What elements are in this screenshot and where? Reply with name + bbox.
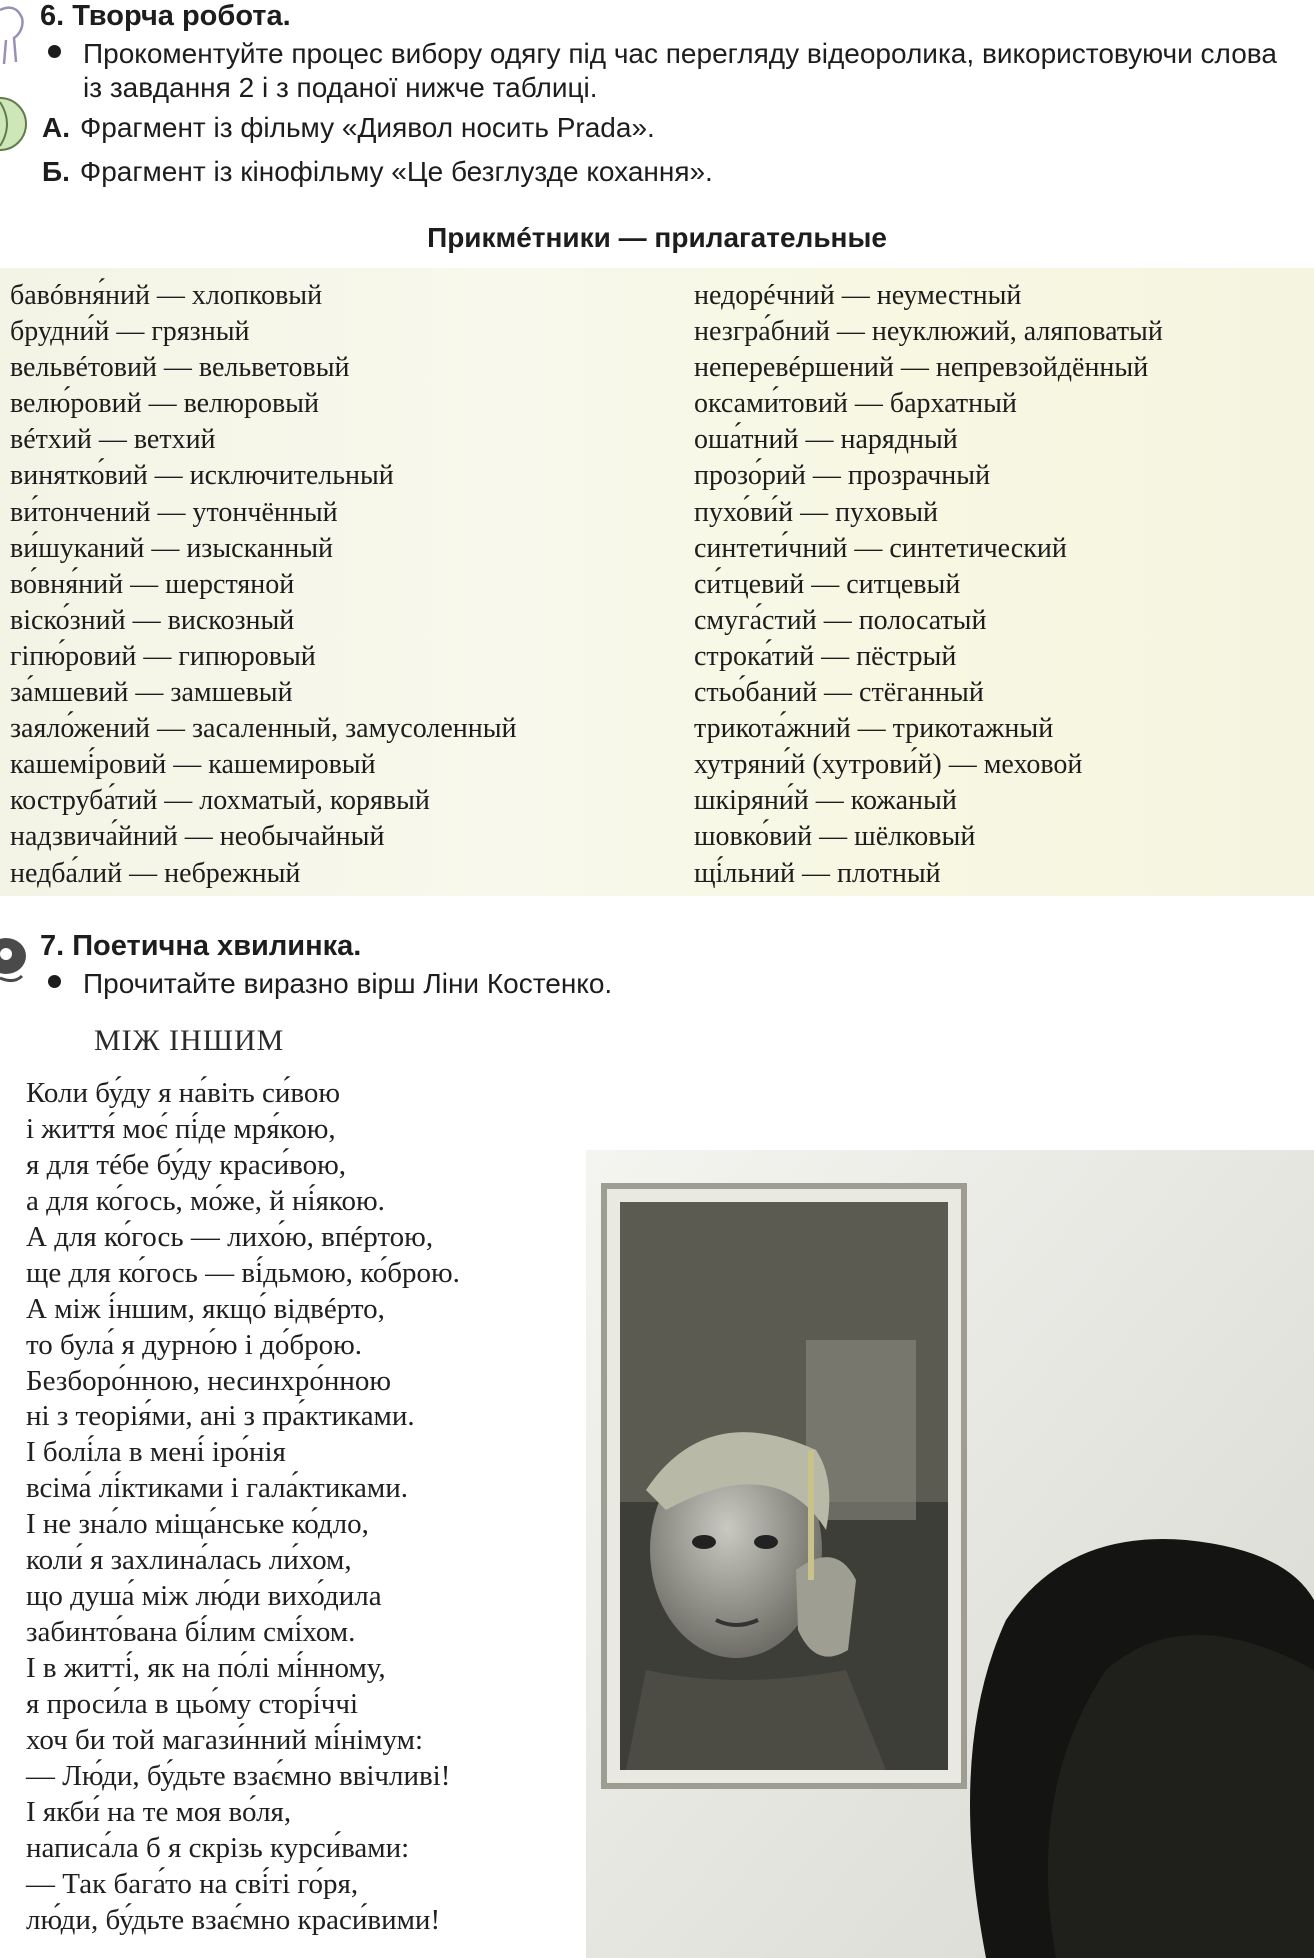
table-entry: прозо́рий — прозрачный [694, 460, 991, 492]
table-entry: брудни́й — грязный [10, 316, 250, 348]
table-entry: винятко́вий — исключительный [10, 460, 394, 492]
horse-icon [0, 0, 30, 70]
poem-line: І якби́ на те моя во́ля, [26, 1795, 292, 1828]
item-b-text: Фрагмент із кінофільму «Це безглузде кохання». [79, 156, 713, 187]
table-entry: хутряни́й (хутрови́й) — меховой [694, 749, 1083, 781]
owl-icon [0, 932, 30, 994]
poem-line: А для ко́гось — лихо́ю, впéртою, [26, 1220, 434, 1253]
poem-line: коли́ я захлина́лась ли́хом, [26, 1544, 352, 1577]
poem-line: то була́ я дурно́ю і до́брою. [26, 1328, 363, 1361]
section-7-heading [40, 930, 361, 963]
instruction-line-1: Прокоментуйте процес вибору одягу під час перегляду відеоролика, використовуючи слова [83, 38, 1277, 69]
table-entry: ви́шуканий — изысканный [10, 532, 333, 564]
table-entry: оксами́товий — бархатный [694, 388, 1017, 420]
poem-line: я проси́ла в цьо́му сторі́ччі [26, 1687, 358, 1720]
poem-line: я для тéбе бу́ду краси́вою, [26, 1148, 347, 1181]
table-entry: неперевéршений — непревзойдённый [694, 352, 1149, 384]
bullet-icon [48, 45, 61, 58]
poem-line: лю́ди, бу́дьте взає́мно краси́вими! [26, 1903, 441, 1936]
table-entry: ви́тончений — утончённый [10, 496, 338, 528]
section-6-number: 6. [40, 0, 65, 32]
table-entry: надзвича́йний — необычайный [10, 821, 385, 853]
poem-line: а для ко́гось, мо́же, й ні́якою. [26, 1184, 385, 1217]
table-entry: пухо́ви́й — пуховый [694, 496, 939, 528]
table-entry: стьо́баний — стёганный [694, 677, 984, 709]
section-6-heading [40, 0, 291, 33]
table-entry: синтети́чний — синтетический [694, 532, 1067, 564]
section-6-instruction [48, 38, 1277, 70]
item-b-letter: Б. [42, 156, 70, 187]
table-entry: велю́ровий — велюровый [10, 388, 319, 420]
poem-line: ще для ко́гось — ві́дьмою, ко́брою. [26, 1256, 460, 1289]
section-7-number: 7. [40, 930, 65, 962]
mirror-photo [586, 1150, 1314, 1958]
table-entry: шкіряни́й — кожаный [694, 785, 957, 817]
poem-line: Безборо́нною, несинхро́нною [26, 1364, 392, 1397]
ball-icon [0, 94, 30, 164]
table-right-column [694, 278, 1163, 892]
poem-line: А між і́ншим, якщо́ відвéрто, [26, 1292, 385, 1325]
item-a [42, 112, 655, 144]
poem-line: написа́ла б я скрізь курси́вами: [26, 1831, 410, 1864]
poem-line: ні з теорія́ми, ані з пра́ктиками. [26, 1400, 415, 1433]
section-7-instruction: Прочитайте виразно вірш Ліни Костенко. [83, 968, 613, 999]
table-left-column [10, 278, 517, 892]
poem-line: і життя́ моє́ пі́де мря́кою, [26, 1112, 336, 1145]
table-entry: бавóвня́ний — хлопковый [10, 280, 323, 311]
poem-line: хоч би той магази́нний мі́німум: [26, 1723, 424, 1756]
item-b [42, 156, 713, 188]
section-7-title: Поетична хвилинка. [72, 930, 362, 962]
table-entry: строка́тий — пёстрый [694, 640, 957, 672]
table-entry: недорéчний — неуместный [694, 280, 1022, 311]
poem-line: — Лю́ди, бу́дьте взає́мно ввічливі! [26, 1759, 451, 1792]
section-6-title: Творча робота. [72, 0, 291, 32]
poem-line: — Так бага́то на сві́ті го́ря, [26, 1867, 359, 1900]
table-entry: си́тцевий — ситцевый [694, 568, 961, 600]
table-entry: шовко́вий — шёлковый [694, 821, 976, 853]
section-7-instruction-row [48, 968, 612, 1000]
poem-title: МІЖ ІНШИМ [94, 1024, 285, 1057]
poem-line: І болі́ла в мені́ іро́нія [26, 1436, 286, 1469]
table-entry: віско́зний — вискозный [10, 604, 295, 636]
table-entry: вельвéтовий — вельветовый [10, 352, 350, 384]
instruction-line-2: із завдання 2 і з поданої нижче таблиці. [83, 72, 598, 103]
table-entry: заяло́жений — засаленный, замусоленный [10, 713, 517, 745]
table-entry: кашемі́ровий — кашемировый [10, 749, 376, 781]
poem-line: всіма́ лі́ктиками і гала́ктиками. [26, 1472, 409, 1505]
table-entry: оша́тний — нарядный [694, 424, 958, 456]
table-entry: гіпю́ровий — гипюровый [10, 640, 316, 672]
table-entry: за́мшевий — замшевый [10, 677, 293, 709]
table-entry: смуга́стий — полосатый [694, 604, 987, 636]
table-entry: незгра́бний — неуклюжий, аляповатый [694, 316, 1163, 348]
table-entry: во́вня́ний — шерстяной [10, 568, 295, 600]
poem-line: І не зна́ло міща́нське ко́дло, [26, 1508, 369, 1541]
poem-line: Коли бу́ду я на́віть си́вою [26, 1077, 341, 1109]
table-title: Прикмéтники — прилагательные [427, 222, 887, 253]
mirror-photo-illustration [586, 1150, 1314, 1958]
item-a-text: Фрагмент із фільму «Диявол носить Prada». [80, 112, 655, 143]
poem-line: І в житті́, як на по́лі мі́нному, [26, 1652, 386, 1684]
table-entry: щі́льний — плотный [694, 857, 941, 889]
item-a-letter: А. [42, 112, 70, 143]
bullet-icon [48, 975, 61, 988]
poem-body [26, 1076, 460, 1939]
poem-line: що душа́ між лю́ди вихо́дила [26, 1580, 382, 1613]
table-entry: трикота́жний — трикотажный [694, 713, 1054, 745]
table-entry: вéтхий — ветхий [10, 424, 216, 456]
poem-line: забинто́вана бі́лим смі́хом. [26, 1616, 356, 1649]
table-entry: коструба́тий — лохматый, корявый [10, 785, 430, 817]
table-entry: недба́лий — небрежный [10, 857, 301, 889]
